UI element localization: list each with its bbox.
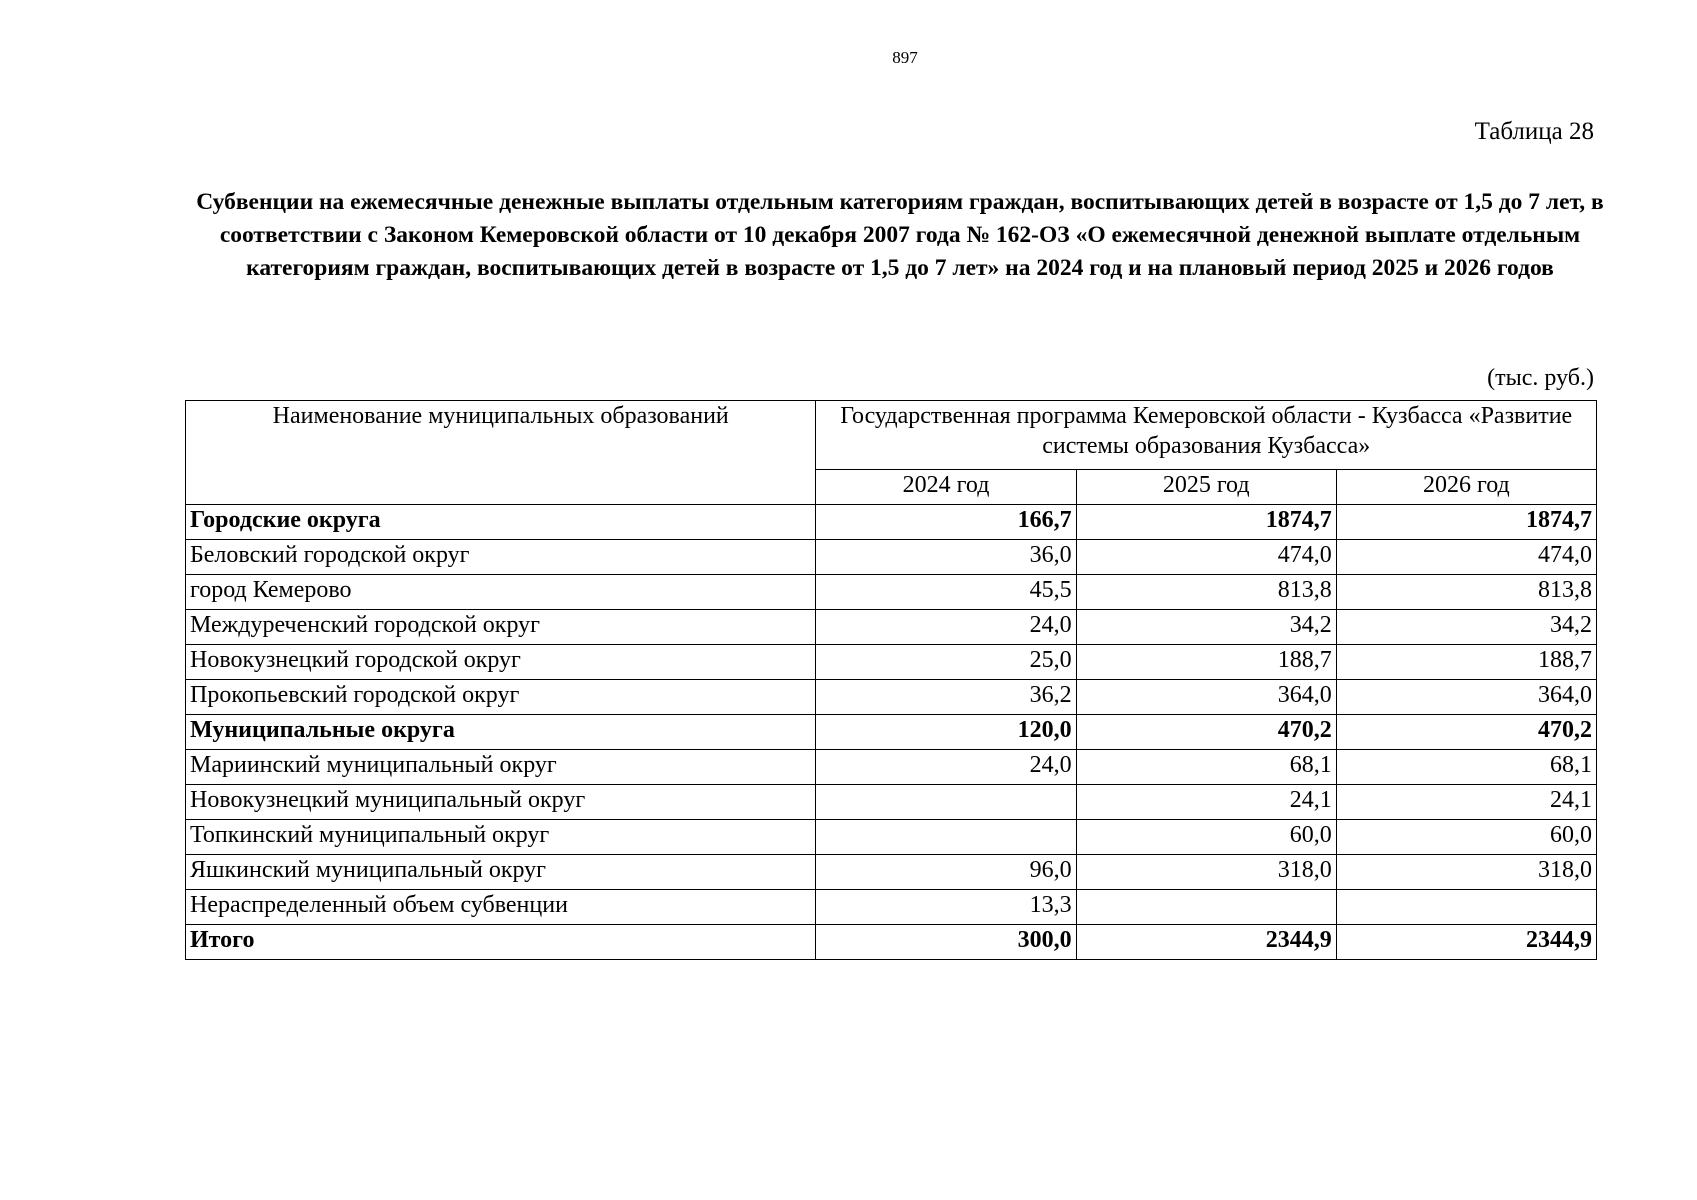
table-row (186, 540, 1597, 575)
row-name-cell: Городские округа (186, 505, 816, 540)
units-label: (тыс. руб.) (1487, 365, 1594, 391)
table-row (186, 575, 1597, 610)
value-2024-cell: 300,0 (816, 925, 1076, 960)
value-2025-cell: 34,2 (1076, 610, 1336, 645)
value-2026-cell: 68,1 (1336, 750, 1596, 785)
value-2026-cell: 34,2 (1336, 610, 1596, 645)
value-2025-cell: 470,2 (1076, 715, 1336, 750)
row-name-cell: Междуреченский городской округ (186, 610, 816, 645)
row-name-cell: Новокузнецкий муниципальный округ (186, 785, 816, 820)
value-2024-cell: 24,0 (816, 610, 1076, 645)
row-name-cell: город Кемерово (186, 575, 816, 610)
value-2025-cell: 318,0 (1076, 855, 1336, 890)
value-2024-cell: 25,0 (816, 645, 1076, 680)
value-2026-cell: 2344,9 (1336, 925, 1596, 960)
value-2024-cell: 36,2 (816, 680, 1076, 715)
value-2025-cell: 24,1 (1076, 785, 1336, 820)
row-name-cell: Мариинский муниципальный округ (186, 750, 816, 785)
value-2024-cell (816, 820, 1076, 855)
table-row (186, 715, 1597, 750)
header-year-2025: 2025 год (1076, 470, 1336, 505)
value-2024-cell: 96,0 (816, 855, 1076, 890)
value-2026-cell: 364,0 (1336, 680, 1596, 715)
row-name-cell: Топкинский муниципальный округ (186, 820, 816, 855)
header-year-2026: 2026 год (1336, 470, 1596, 505)
value-2025-cell (1076, 890, 1336, 925)
value-2024-cell: 120,0 (816, 715, 1076, 750)
table-row (186, 505, 1597, 540)
row-name-cell: Яшкинский муниципальный округ (186, 855, 816, 890)
table-row (186, 925, 1597, 960)
value-2026-cell: 188,7 (1336, 645, 1596, 680)
row-name-cell: Новокузнецкий городской округ (186, 645, 816, 680)
value-2025-cell: 2344,9 (1076, 925, 1336, 960)
header-year-2024: 2024 год (816, 470, 1076, 505)
header-program: Государственная программа Кемеровской области - Кузбасса «Развитие системы образования Кузбасса» (816, 401, 1597, 470)
value-2026-cell: 60,0 (1336, 820, 1596, 855)
value-2025-cell: 813,8 (1076, 575, 1336, 610)
value-2025-cell: 1874,7 (1076, 505, 1336, 540)
row-name-cell: Нераспределенный объем субвенции (186, 890, 816, 925)
row-name-cell: Прокопьевский городской округ (186, 680, 816, 715)
page-number: 897 (892, 48, 918, 67)
value-2024-cell: 36,0 (816, 540, 1076, 575)
value-2024-cell: 24,0 (816, 750, 1076, 785)
value-2025-cell: 364,0 (1076, 680, 1336, 715)
table-row (186, 785, 1597, 820)
document-title: Субвенции на ежемесячные денежные выплаты отдельным категориям граждан, воспитывающих детей в возрасте от 1,5 до 7 лет, в соответствии с Законом Кемеровской области от 10 декабря 2007 года № 162-ОЗ «О ежемесячной денежной выплате отдельным категориям граждан, воспитывающих детей в возрасте от 1,5 до 7 лет» на 2024 год и на плановый период 2025 и 2026 годов (196, 189, 1604, 281)
value-2026-cell: 318,0 (1336, 855, 1596, 890)
value-2024-cell (816, 785, 1076, 820)
table-row (186, 680, 1597, 715)
value-2026-cell: 470,2 (1336, 715, 1596, 750)
table-body (186, 505, 1597, 960)
table-row (186, 750, 1597, 785)
row-name-cell: Итого (186, 925, 816, 960)
value-2025-cell: 474,0 (1076, 540, 1336, 575)
table-row (186, 610, 1597, 645)
value-2026-cell: 474,0 (1336, 540, 1596, 575)
value-2026-cell: 24,1 (1336, 785, 1596, 820)
table-row (186, 855, 1597, 890)
value-2025-cell: 188,7 (1076, 645, 1336, 680)
subvention-table (185, 400, 1597, 960)
value-2025-cell: 68,1 (1076, 750, 1336, 785)
table-row (186, 890, 1597, 925)
value-2024-cell: 166,7 (816, 505, 1076, 540)
value-2024-cell: 13,3 (816, 890, 1076, 925)
value-2026-cell (1336, 890, 1596, 925)
value-2026-cell: 1874,7 (1336, 505, 1596, 540)
table-row (186, 645, 1597, 680)
value-2026-cell: 813,8 (1336, 575, 1596, 610)
table-row (186, 820, 1597, 855)
table-label: Таблица 28 (1474, 118, 1594, 145)
row-name-cell: Беловский городской округ (186, 540, 816, 575)
header-municipality-name: Наименование муниципальных образований (186, 401, 816, 505)
value-2024-cell: 45,5 (816, 575, 1076, 610)
value-2025-cell: 60,0 (1076, 820, 1336, 855)
row-name-cell: Муниципальные округа (186, 715, 816, 750)
